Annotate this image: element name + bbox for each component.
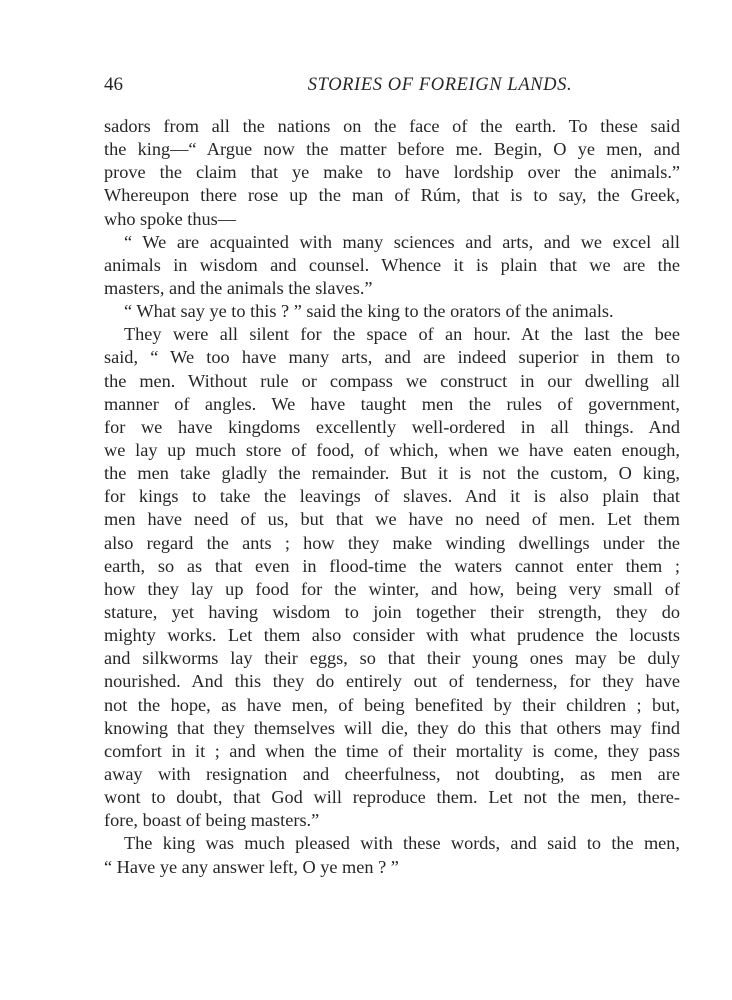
text-line: The king was much pleased with these words, and said to the men,: [124, 833, 680, 854]
text-line: the men take gladly the remainder. But it is not the custom, O king,: [104, 463, 680, 484]
text-line: prove the claim that ye make to have lordship over the animals.”: [104, 162, 680, 183]
text-line: knowing that they themselves will die, they do this that others may find: [104, 717, 680, 738]
running-head: [104, 70, 680, 100]
text-line: nourished. And this they do entirely out of tenderness, for they have: [104, 671, 680, 692]
text-line: animals in wisdom and counsel. Whence it is plain that we are the: [104, 254, 680, 275]
text-line: said, “ We too have many arts, and are indeed superior in them to: [104, 347, 680, 368]
text-line: Whereupon there rose up the man of Rúm, that is to say, the Greek,: [104, 185, 680, 206]
text-line: manner of angles. We have taught men the rules of government,: [104, 393, 680, 414]
text-line: for we have kingdoms excellently well-ordered in all things. And: [104, 416, 680, 437]
text-line: also regard the ants ; how they make winding dwellings under the: [104, 532, 680, 553]
text-line: not the hope, as have men, of being benefited by their children ; but,: [104, 694, 680, 715]
text-line: earth, so as that even in flood-time the waters cannot enter them ;: [104, 555, 680, 576]
text-line: comfort in it ; and when the time of their mortality is come, they pass: [104, 740, 680, 761]
text-line: and silkworms lay their eggs, so that their young ones may be duly: [104, 648, 680, 669]
text-line: masters, and the animals the slaves.”: [104, 277, 373, 298]
body-text: [104, 115, 680, 879]
text-line: the king—“ Argue now the matter before me. Begin, O ye men, and: [104, 139, 680, 160]
text-line: wont to doubt, that God will reproduce them. Let not the men, there-: [104, 787, 680, 808]
text-line: stature, yet having wisdom to join together their strength, they do: [104, 601, 680, 622]
text-line: we lay up much store of food, of which, when we have eaten enough,: [104, 439, 680, 460]
page-number: 46: [104, 74, 123, 95]
book-title: STORIES OF FOREIGN LANDS.: [307, 75, 573, 95]
text-line: sadors from all the nations on the face of the earth. To these said: [104, 116, 680, 136]
text-line: fore, boast of being masters.”: [104, 810, 320, 831]
text-line: “ We are acquainted with many sciences and arts, and we excel all: [124, 231, 680, 252]
text-line: “ Have ye any answer left, O ye men ? ”: [104, 856, 399, 877]
text-line: “ What say ye to this ? ” said the king to the orators of the animals.: [124, 301, 614, 322]
text-line: mighty works. Let them also consider with what prudence the locusts: [104, 625, 680, 646]
text-line: the men. Without rule or compass we construct in our dwelling all: [104, 370, 680, 391]
text-line: men have need of us, but that we have no need of men. Let them: [104, 509, 680, 530]
text-line: who spoke thus—: [104, 208, 237, 229]
text-line: for kings to take the leavings of slaves. And it is also plain that: [104, 486, 680, 507]
text-line: They were all silent for the space of an hour. At the last the bee: [124, 324, 680, 345]
text-line: away with resignation and cheerfulness, not doubting, as men are: [104, 763, 680, 784]
text-line: how they lay up food for the winter, and how, being very small of: [104, 578, 680, 599]
